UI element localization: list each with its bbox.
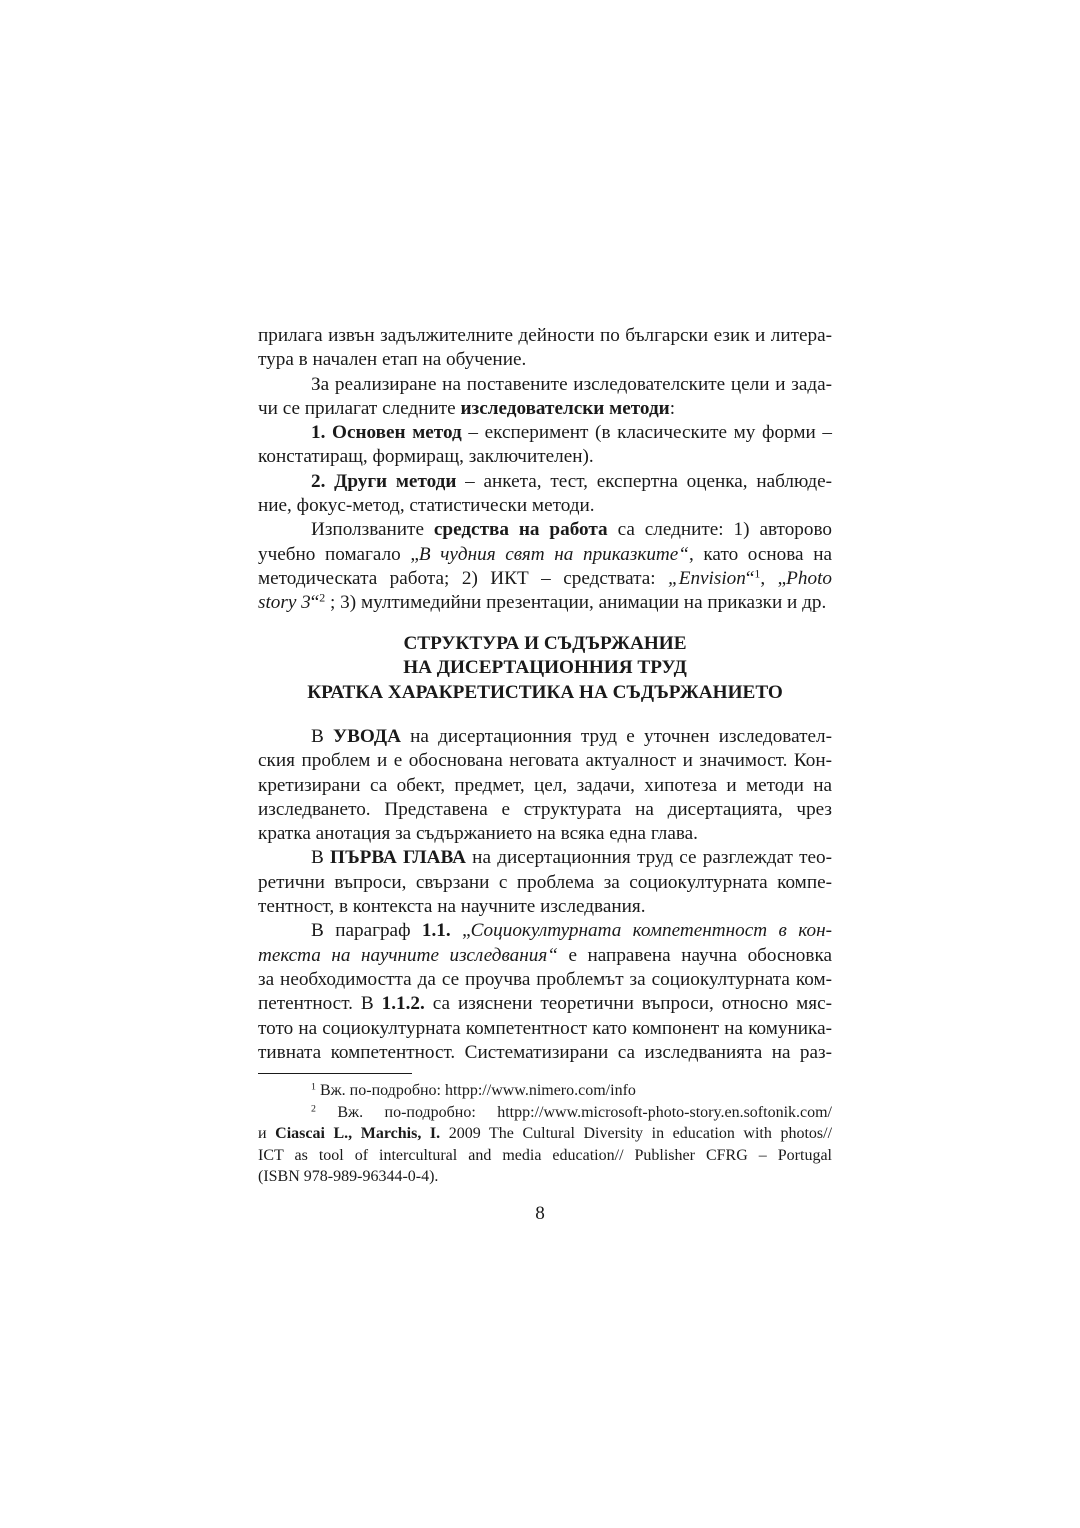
text-run: “ (310, 592, 320, 614)
text-run: учебно помагало „ (258, 543, 419, 565)
bold-term: изследователски методи (460, 397, 670, 419)
footnote-number: 1 (311, 1081, 316, 1093)
footnote-text: Вж. по-подробно: httpp://www.microsoft-photo-story.en.softonik.com/ (315, 1103, 832, 1121)
paragraph-introduction (258, 725, 832, 749)
italic-title: Photo (786, 567, 832, 589)
text-line: кратка анотация за съдържанието на всяка една глава. (258, 823, 698, 845)
text-run: на дисертационния труд се разглеждат тео- (465, 847, 832, 869)
text-line: тентност, в контекста на научните изследвания. (258, 896, 646, 918)
bold-term: УВОДА (333, 726, 401, 747)
heading-line: НА ДИСЕРТАЦИОННИЯ ТРУД (403, 657, 687, 679)
text-run: “ (745, 567, 755, 589)
paragraph-first-chapter (258, 846, 832, 870)
text-line: ние, фокус-метод, статистически методи. (258, 495, 595, 517)
text-line: тивната компетентност. Систематизирани са изследванията на раз- (258, 1041, 832, 1063)
text-run: – експеримент (в класическите му форми – (461, 422, 832, 444)
text-run: : (669, 397, 676, 419)
paragraph-section-1-1-line (258, 944, 832, 968)
text-line: кретизирани са обект, предмет, цел, задачи, хипотеза и методи на (258, 774, 832, 796)
text-line: изследването. Представена е структурата на дисертацията, чрез (258, 798, 832, 820)
paragraph-section-1-1 (258, 919, 832, 943)
paragraph-main-method (258, 421, 832, 445)
footnote-2-line: (ISBN 978-989-96344-0-4). (258, 1168, 439, 1185)
footnote-ref: 1 (754, 566, 761, 581)
text-line: прилага извън задължителните дейности по български език и литера- (258, 325, 832, 346)
text-run: Използваните (311, 519, 434, 541)
text-run: е направена научна обосновка (557, 944, 832, 966)
footnotes (258, 1080, 832, 1188)
paragraph-continuation-end (258, 348, 832, 372)
text-run: 2009 The Cultural Diversity in education with photos// (440, 1125, 833, 1142)
text-run: са следните: 1) авторово (607, 519, 832, 541)
paragraph-work-tools-line (258, 543, 832, 567)
text-line: тото на социокултурната компетентност като компонент на комуника- (258, 1017, 832, 1039)
text-run: В (311, 726, 334, 747)
italic-title: „Envision (668, 567, 746, 589)
text-line: констатиращ, формиращ, заключителен). (258, 446, 594, 468)
paragraph-research-methods (258, 373, 832, 397)
text-run: , като основа на (688, 543, 832, 565)
bold-term: средства на работа (433, 519, 608, 541)
footnote-number: 2 (311, 1103, 316, 1115)
text-run: петентност. В (258, 993, 382, 1015)
text-run: методическата работа; 2) ИКТ – средствата: (258, 567, 669, 589)
body-text-bottom (258, 725, 832, 1065)
footnote-1 (258, 1080, 832, 1102)
paragraph-research-methods-end (258, 397, 832, 421)
paragraph-other-methods-end (258, 494, 832, 518)
paragraph-work-tools (258, 518, 832, 542)
heading-line: КРАТКА ХАРАКРЕТИСТИКА НА СЪДЪРЖАНИЕТО (307, 681, 783, 703)
text-line: ския проблем и е обоснована неговата актуалност и значимост. Кон- (258, 750, 832, 772)
paragraph-main-method-end (258, 445, 832, 469)
footnote-text: Вж. по-подробно: httpp://www.nimero.com/info (315, 1082, 636, 1099)
paragraph-section-1-1-line (258, 992, 832, 1016)
footnote-ref: 2 (319, 590, 326, 605)
text-run: и (258, 1125, 276, 1142)
italic-title: story 3 (258, 592, 311, 614)
footnote-2-line: ICT as tool of intercultural and media education// Publisher CFRG – Portugal (258, 1146, 832, 1164)
paragraph-other-methods (258, 470, 832, 494)
heading-line: СТРУКТУРА И СЪДЪРЖАНИЕ (403, 633, 687, 654)
bold-term: 1.1. (421, 920, 451, 942)
text-line: за необходимостта да се проучва проблемът за социокултурната ком- (258, 968, 832, 990)
text-run: ; 3) мултимедийни презентации, анимации на приказки и др. (325, 592, 827, 614)
paragraph-continuation (258, 324, 832, 348)
page-number: 8 (535, 1203, 545, 1224)
footnote-separator (258, 1073, 412, 1074)
text-line: тура в начален етап на обучение. (258, 349, 527, 371)
paragraph-work-tools-end (258, 591, 832, 615)
italic-title: текста на научните изследвания“ (258, 944, 558, 966)
body-text-top (258, 324, 832, 616)
text-run: на дисертационния труд е уточнен изследовател- (400, 726, 832, 747)
paragraph-work-tools-line (258, 567, 832, 591)
text-run: „ (450, 920, 471, 942)
bold-term: 1.1.2. (381, 993, 425, 1015)
italic-title: Социокултурната компетентност в кон- (470, 920, 832, 942)
text-line: За реализиране на поставените изследователските цели и зада- (311, 373, 832, 395)
footnote-2-line (258, 1123, 832, 1145)
text-run: – анкета, тест, експертна оценка, наблюде- (456, 470, 833, 492)
bold-term: ПЪРВА ГЛАВА (330, 847, 466, 869)
text-run: В параграф (311, 920, 422, 942)
text-run: , „ (760, 567, 787, 589)
text-run: чи се прилагат следните (258, 397, 461, 419)
text-run: са изяснени теоретични въпроси, относно мяс- (424, 993, 833, 1015)
bold-term: 2. Други методи (311, 470, 457, 492)
text-line: ретични въпроси, свързани с проблема за социокултурната компе- (258, 871, 832, 893)
footnote-2 (258, 1102, 832, 1124)
section-heading (258, 632, 832, 705)
bold-author: Ciascai L., Marchis, I. (275, 1125, 441, 1142)
text-run: В (311, 847, 331, 869)
italic-title: В чудния свят на приказките“ (418, 543, 689, 565)
bold-term: 1. Основен метод (311, 422, 462, 444)
